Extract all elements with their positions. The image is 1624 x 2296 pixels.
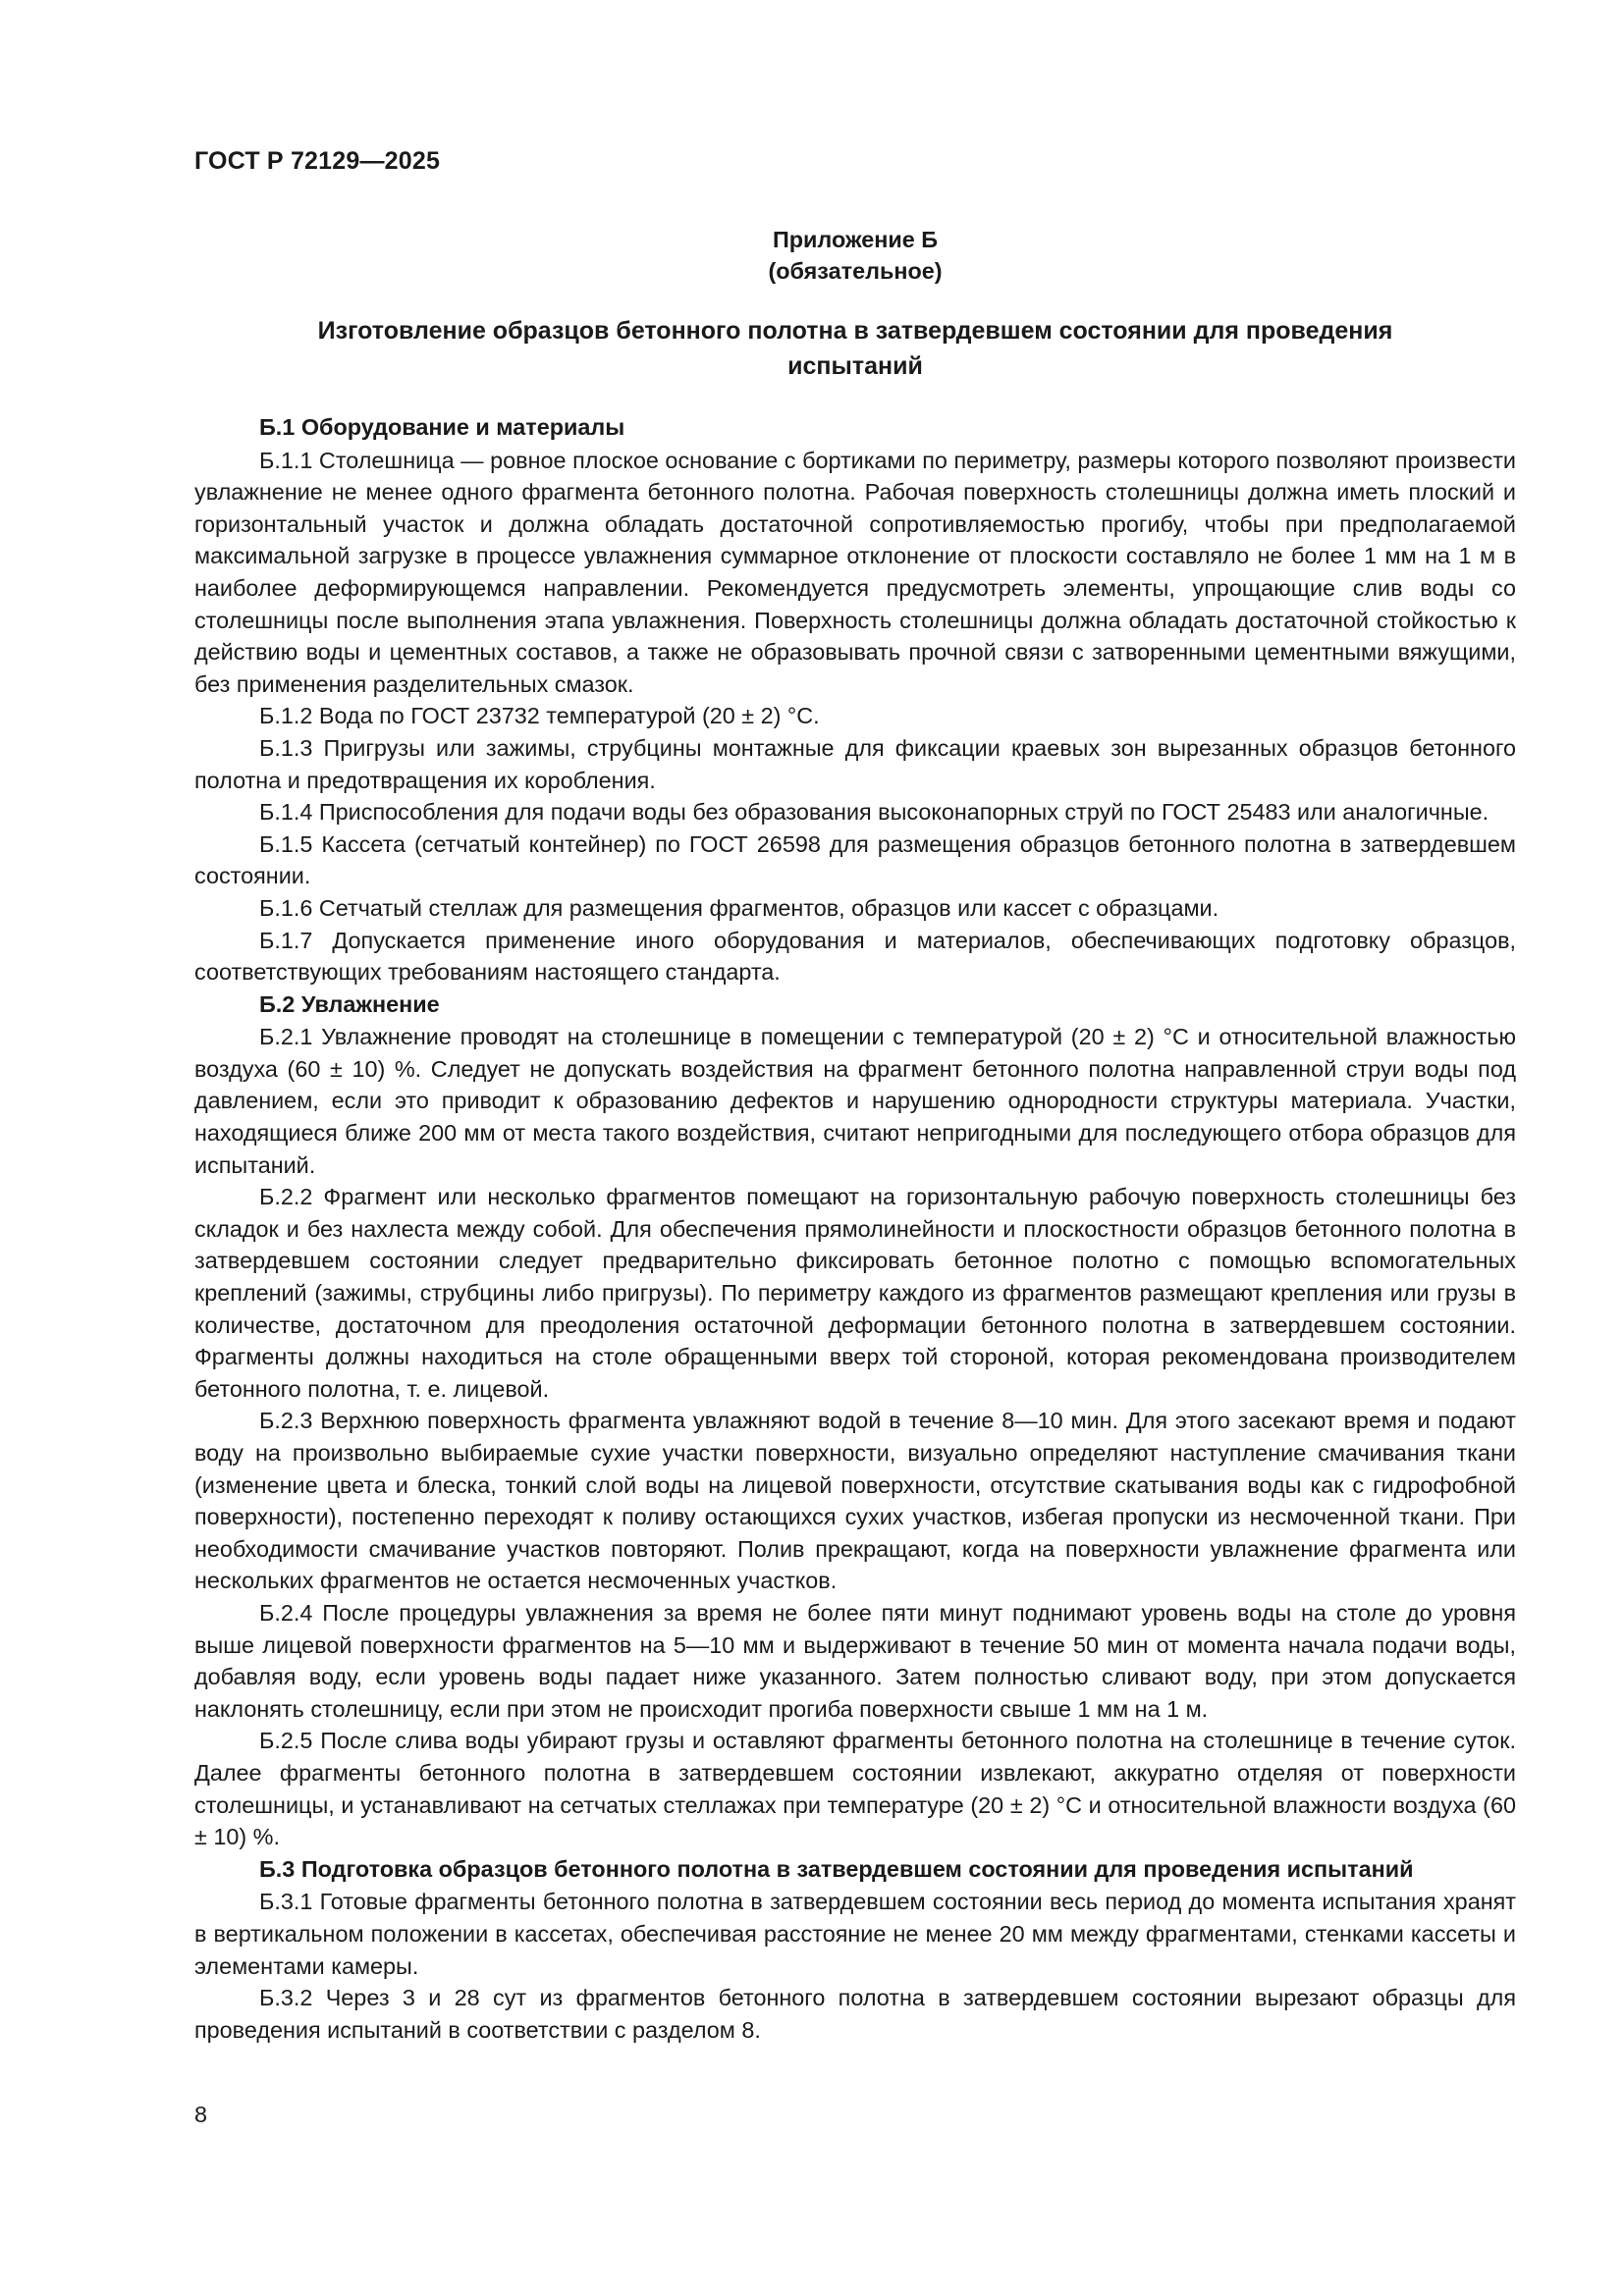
section-b3 <box>194 1853 1516 2047</box>
paragraph-b3-1: Б.3.1 Готовые фрагменты бетонного полотна в затвердевшем состоянии весь период до момента испытания хранят в вертикальном положении в кассетах, обеспечивая расстояние не менее 20 мм между фрагментами, стенками кассеты и элементами камеры. <box>194 1889 1516 1979</box>
section-heading: Б.2 Увлажнение <box>259 990 440 1017</box>
page-number: 8 <box>194 2102 208 2127</box>
appendix-main-title: Изготовление образцов бетонного полотна в затвердевшем состоянии для проведения испытаний <box>317 317 1393 380</box>
paragraph-b2-5: Б.2.5 После слива воды убирают грузы и оставляют фрагменты бетонного полотна на столешнице в течение суток. Далее фрагменты бетонного полотна в затвердевшем состоянии извлекают, аккуратно отделяя от поверхности столешницы, и устанавливают на сетчатых стеллажах при температуре (20 ± 2) °С и относительной влажности воздуха (60 ± 10) %. <box>194 1728 1516 1850</box>
section-b2 <box>194 988 1516 1853</box>
paragraph-b3-2: Б.3.2 Через 3 и 28 сут из фрагментов бетонного полотна в затвердевшем состоянии вырезают образцы для проведения испытаний в соответствии с разделом 8. <box>194 1985 1516 2043</box>
section-b1 <box>194 411 1516 988</box>
paragraph-b1-7: Б.1.7 Допускается применение иного оборудования и материалов, обеспечивающих подготовку образцов, соответствующих требованиям настоящего стандарта. <box>194 927 1516 986</box>
appendix-title: Приложение Б <box>772 227 939 252</box>
paragraph-b1-1: Б.1.1 Столешница — ровное плоское основание с бортиками по периметру, размеры которого позволяют произвести увлажнение не менее одного фрагмента бетонного полотна. Рабочая поверхность столешницы должна иметь плоский и горизонтальный участок и должна обладать достаточной сопротивляемостью прогибу, чтобы при предполагаемой максимальной загрузке в процессе увлажнения суммарное отклонение от плоскости составляло не более 1 мм на 1 м в наиболее деформирующемся направлении. Рекомендуется предусмотреть элементы, упрощающие слив воды со столешницы после выполнения этапа увлажнения. Поверхность столешницы должна обладать достаточной стойкостью к действию воды и цементных составов, а также не образовывать прочной связи с затворенными цементными вяжущими, без применения разделительных смазок. <box>194 447 1516 697</box>
page-content <box>194 224 1516 2046</box>
paragraph-b2-3: Б.2.3 Верхнюю поверхность фрагмента увлажняют водой в течение 8—10 мин. Для этого засекают время и подают воду на произвольно выбираемые сухие участки поверхности, визуально определяют наступление смачивания ткани (изменение цвета и блеска, тонкий слой воды на лицевой поверхности, отсутствие скатывания воды как с гидрофобной поверхности), постепенно переходят к поливу остающихся сухих участков, избегая пропуски из несмоченной ткани. При необходимости смачивание участков повторяют. Полив прекращают, когда на поверхности увлажнение фрагмента или нескольких фрагментов не остается несмоченных участков. <box>194 1408 1516 1594</box>
paragraph-b1-5: Б.1.5 Кассета (сетчатый контейнер) по ГОСТ 26598 для размещения образцов бетонного полотна в затвердевшем состоянии. <box>194 830 1516 889</box>
appendix-status: (обязательное) <box>768 258 943 284</box>
paragraph-b1-2: Б.1.2 Вода по ГОСТ 23732 температурой (20 ± 2) °С. <box>259 703 820 729</box>
paragraph-b1-4: Б.1.4 Приспособления для подачи воды без образования высоконапорных струй по ГОСТ 25483 или аналогичные. <box>259 799 1489 826</box>
section-heading: Б.3 Подготовка образцов бетонного полотна в затвердевшем состоянии для проведения испытаний <box>259 1855 1414 1882</box>
paragraph-b1-3: Б.1.3 Пригрузы или зажимы, струбцины монтажные для фиксации краевых зон вырезанных образцов бетонного полотна и предотвращения их коробления. <box>194 734 1516 793</box>
document-code: ГОСТ Р 72129—2025 <box>194 147 441 175</box>
paragraph-b2-2: Б.2.2 Фрагмент или несколько фрагментов помещают на горизонтальную рабочую поверхность столешницы без складок и без нахлеста между собой. Для обеспечения прямолинейности и плоскостности образцов бетонного полотна в затвердевшем состоянии следует предварительно фиксировать бетонное полотно с помощью вспомогательных креплений (зажимы, струбцины либо пригрузы). По периметру каждого из фрагментов размещают крепления или грузы в количестве, достаточном для преодоления остаточной деформации бетонного полотна в затвердевшем состоянии. Фрагменты должны находиться на столе обращенными вверх той стороной, которая рекомендована производителем бетонного полотна, т. е. лицевой. <box>194 1184 1516 1402</box>
paragraph-b2-1: Б.2.1 Увлажнение проводят на столешнице в помещении с температурой (20 ± 2) °С и относительной влажностью воздуха (60 ± 10) %. Следует не допускать воздействия на фрагмент бетонного полотна направленной струи воды под давлением, если это приводит к образованию дефектов и нарушению однородности структуры материала. Участки, находящиеся ближе 200 мм от места такого воздействия, считают непригодными для последующего отбора образцов для испытаний. <box>194 1024 1516 1178</box>
paragraph-b2-4: Б.2.4 После процедуры увлажнения за время не более пяти минут поднимают уровень воды на столе до уровня выше лицевой поверхности фрагментов на 5—10 мм и выдерживают в течение 50 мин от момента начала подачи воды, добавляя воду, если уровень воды падает ниже указанного. Затем полностью сливают воду, при этом допускается наклонять столешницу, если при этом не происходит прогиба поверхности свыше 1 мм на 1 м. <box>194 1599 1516 1722</box>
paragraph-b1-6: Б.1.6 Сетчатый стеллаж для размещения фрагментов, образцов или кассет с образцами. <box>259 894 1219 921</box>
section-heading: Б.1 Оборудование и материалы <box>259 414 625 440</box>
